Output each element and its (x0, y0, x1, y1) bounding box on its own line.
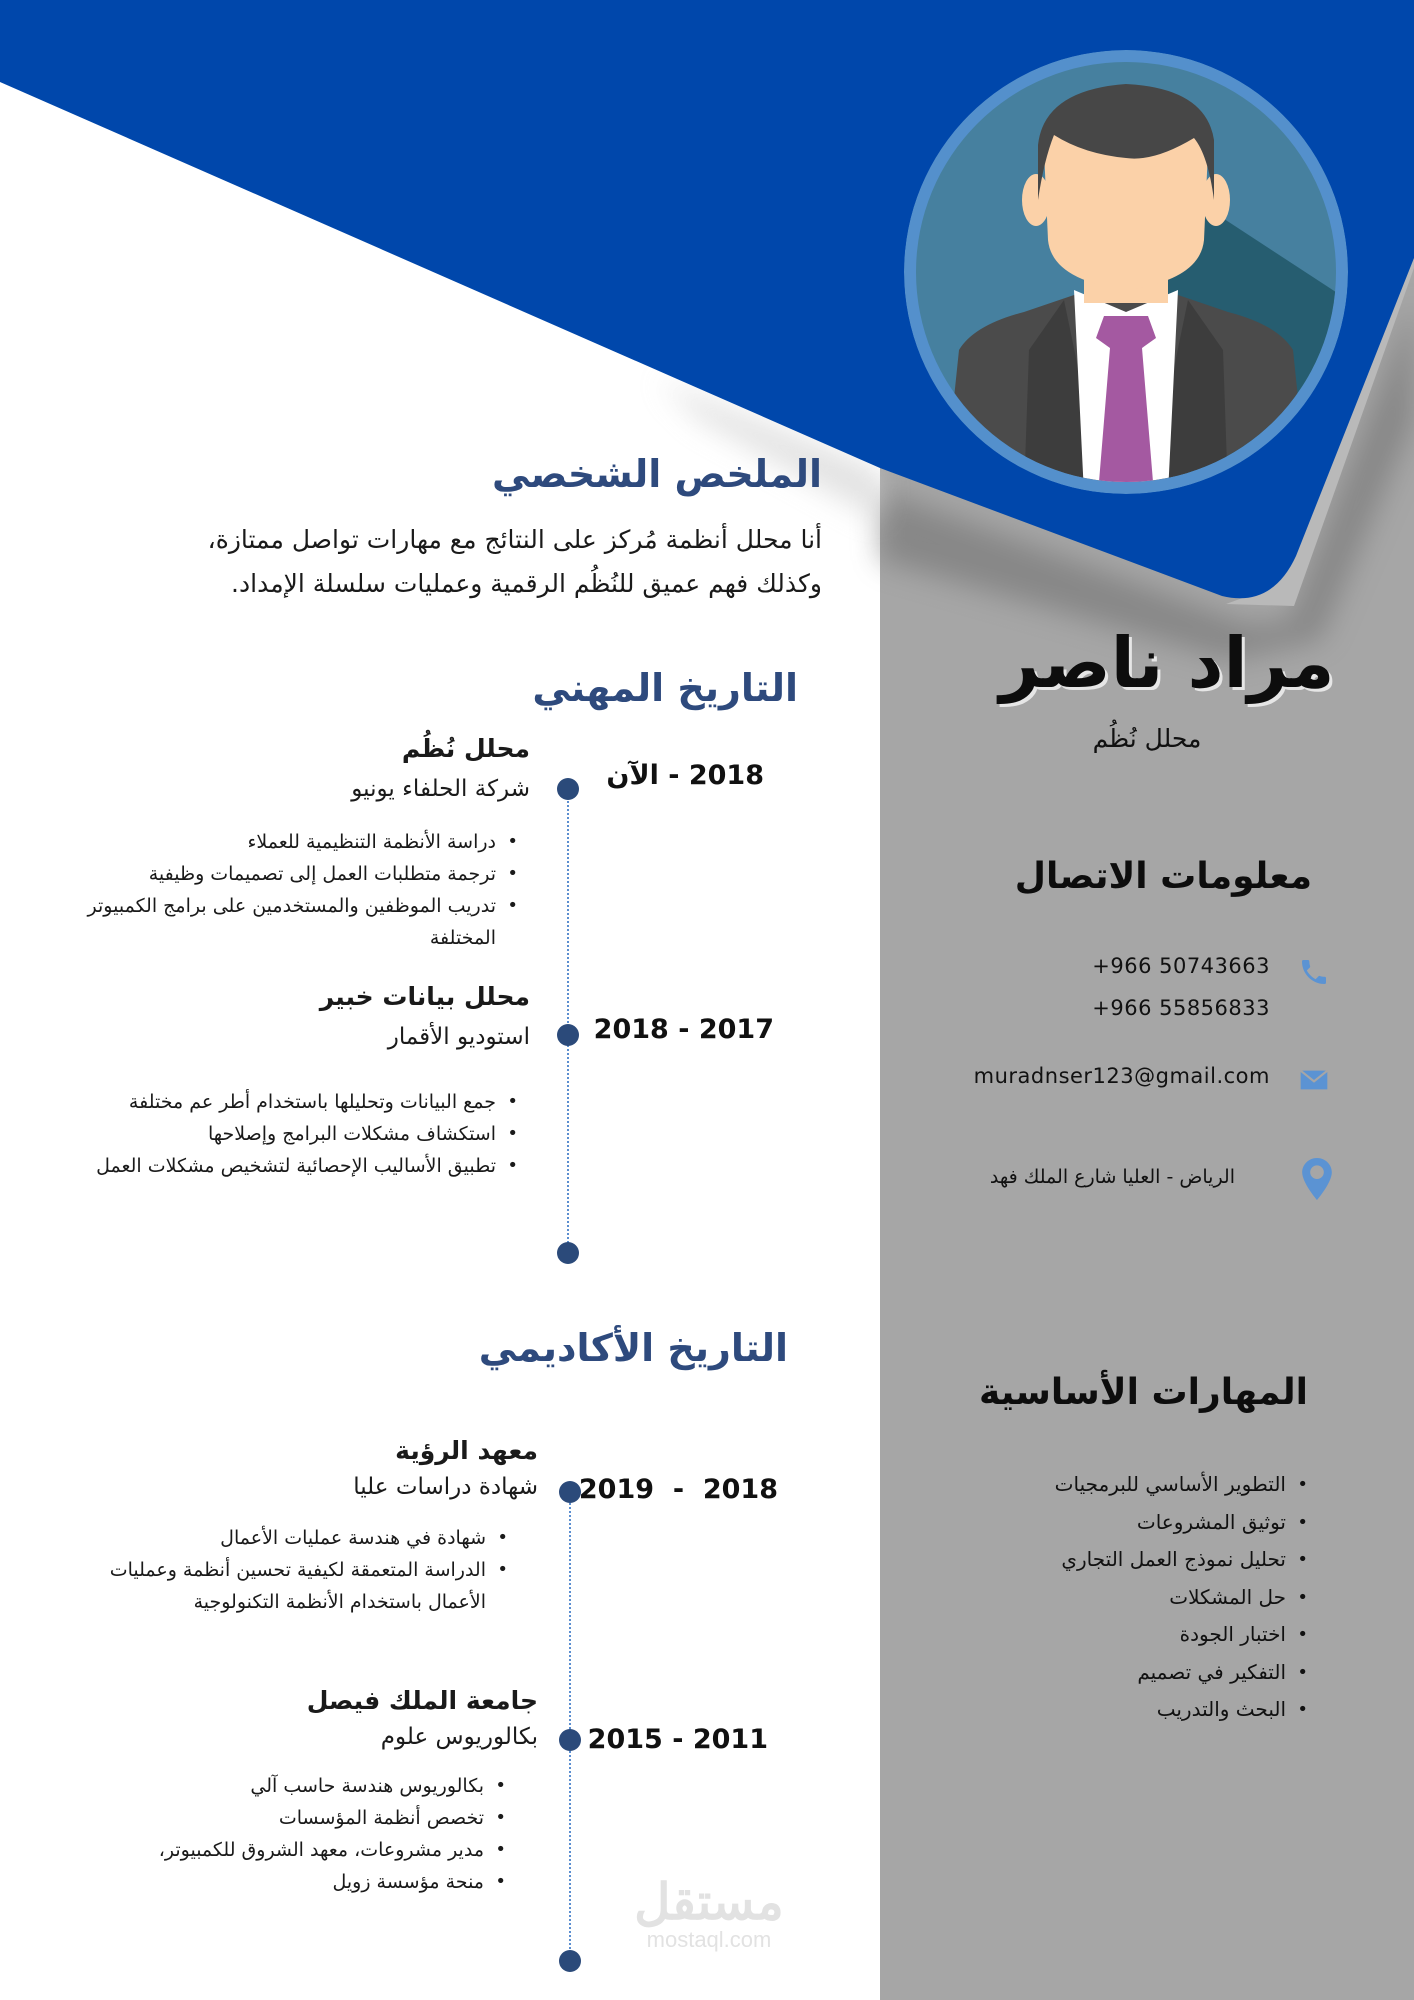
contact-info-title: معلومات الاتصال (1014, 856, 1312, 897)
map-pin-icon (1302, 1158, 1332, 1200)
profile-photo (904, 50, 1348, 494)
mostaql-watermark (624, 1876, 794, 1952)
academic-date: 2011 - 2015 (587, 1724, 768, 1755)
address: الرياض - العليا شارع الملك فهد (989, 1166, 1235, 1188)
summary-title: الملخص الشخصي (492, 452, 822, 496)
list-item: • مدير مشروعات، معهد الشروق للكمبيوتر، (76, 1834, 506, 1866)
summary-line: وكذلك فهم عميق للنُظُم الرقمية وعمليات سلسلة الإمداد. (231, 569, 822, 598)
academic-history-title: التاريخ الأكاديمي (478, 1326, 788, 1370)
person-role: محلل نُظُم (1092, 724, 1202, 753)
phone-icon (1298, 956, 1330, 988)
timeline-dot (557, 778, 579, 800)
phone-number[interactable]: +966 55856833 (1092, 996, 1270, 1020)
career-history-title: التاريخ المهني (532, 666, 798, 710)
list-item: • ترجمة متطلبات العمل إلى تصميمات وظيفية (78, 858, 518, 890)
list-item: • منحة مؤسسة زويل (76, 1866, 506, 1898)
watermark-latin: mostaql.com (646, 1927, 772, 1952)
skill-item: • البحث والتدريب (908, 1691, 1308, 1729)
career-company: شركة الحلفاء يونيو (351, 776, 530, 802)
academic-degree: بكالوريوس علوم (380, 1724, 538, 1750)
academic-degree: شهادة دراسات عليا (353, 1474, 538, 1500)
timeline-dot (557, 1024, 579, 1046)
skill-item: • التطوير الأساسي للبرمجيات (908, 1466, 1308, 1504)
summary-line: أنا محلل أنظمة مُركز على النتائج مع مهارات تواصل ممتازة، (207, 525, 822, 554)
envelope-icon (1298, 1064, 1330, 1096)
list-item: • شهادة في هندسة عمليات الأعمال (78, 1522, 508, 1554)
summary-text (62, 518, 822, 606)
phone-number[interactable]: +966 50743663 (1092, 954, 1270, 978)
career-duties-list (48, 1086, 518, 1182)
watermark-arabic: مستقل (634, 1874, 784, 1930)
career-date: 2018 - الآن (606, 760, 764, 791)
skill-item: • اختبار الجودة (908, 1616, 1308, 1654)
list-item: • تدريب الموظفين والمستخدمين على برامج الكمبيوتر المختلفة (78, 890, 518, 954)
list-item: • استكشاف مشكلات البرامج وإصلاحها (48, 1118, 518, 1150)
skill-item: • تحليل نموذج العمل التجاري (908, 1541, 1308, 1579)
timeline-dot (559, 1481, 581, 1503)
person-name: مراد ناصر (999, 622, 1335, 704)
list-item: • الدراسة المتعمقة لكيفية تحسين أنظمة وعمليات الأعمال باستخدام الأنظمة التكنولوجية (78, 1554, 508, 1618)
career-duties-list (78, 826, 518, 954)
academic-institution: معهد الرؤية (395, 1436, 538, 1465)
list-item: • جمع البيانات وتحليلها باستخدام أطر عم مختلفة (48, 1086, 518, 1118)
timeline-dot (559, 1950, 581, 1972)
skill-item: • توثيق المشروعات (908, 1504, 1308, 1542)
skills-list (908, 1466, 1308, 1729)
list-item: • بكالوريوس هندسة حاسب آلي (76, 1770, 506, 1802)
career-date: 2017 - 2018 (593, 1014, 774, 1045)
career-timeline-line (567, 790, 569, 1254)
email-address[interactable]: muradnser123@gmail.com (973, 1064, 1270, 1088)
academic-institution: جامعة الملك فيصل (306, 1686, 538, 1715)
timeline-dot (557, 1242, 579, 1264)
list-item: • دراسة الأنظمة التنظيمية للعملاء (78, 826, 518, 858)
skill-item: • حل المشكلات (908, 1579, 1308, 1617)
career-job-title: محلل بيانات خبير (319, 982, 530, 1011)
core-skills-title: المهارات الأساسية (978, 1372, 1308, 1413)
academic-details-list (76, 1770, 506, 1898)
academic-date: 2018 - 2019 (578, 1474, 778, 1505)
career-job-title: محلل نُظُم (401, 734, 530, 763)
timeline-dot (559, 1729, 581, 1751)
list-item: • تطبيق الأساليب الإحصائية لتشخيص مشكلات العمل (48, 1150, 518, 1182)
career-company: استوديو الأقمار (387, 1024, 530, 1050)
skill-item: • التفكير في تصميم (908, 1654, 1308, 1692)
list-item: • تخصص أنظمة المؤسسات (76, 1802, 506, 1834)
academic-details-list (78, 1522, 508, 1618)
